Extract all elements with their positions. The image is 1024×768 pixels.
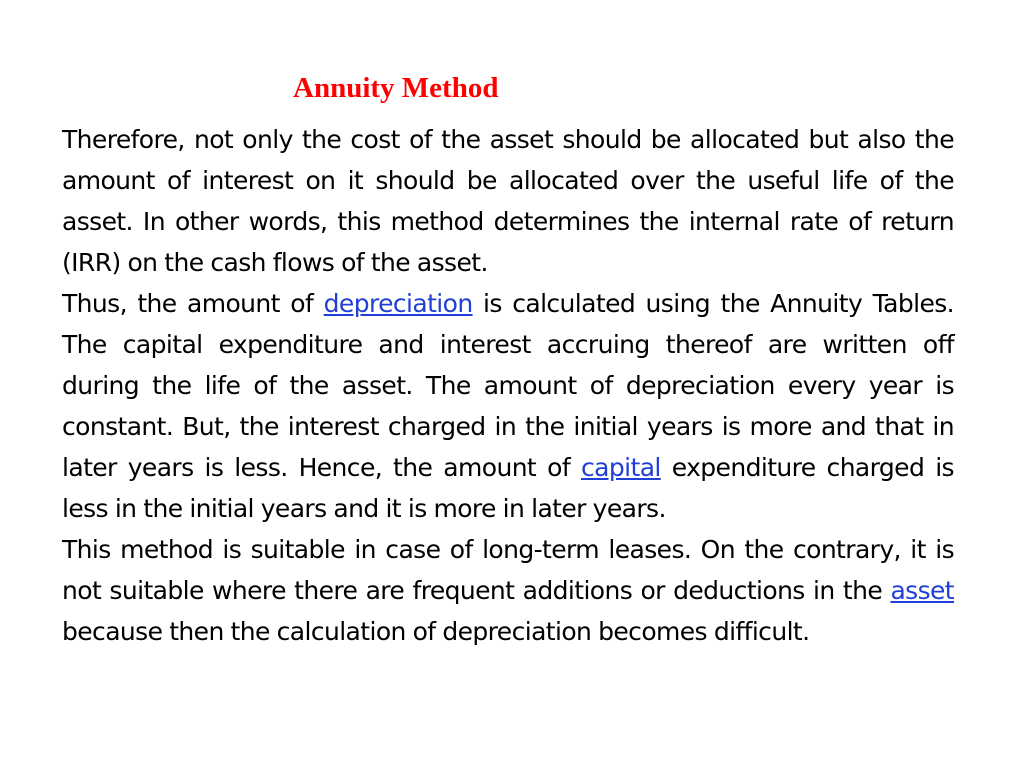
slide-title: Annuity Method [293, 72, 499, 104]
paragraph-2-text-middle: is calculated using the Annuity Tables. The capital expenditure and interest accruing thereof are written off during the life of the asset. The amount of depreciation every year is constant. But, the interest charged in the initial years is more and that in later years is less. Hence, the amount of [62, 289, 954, 482]
paragraph-2 [62, 283, 954, 529]
paragraph-1 [62, 119, 954, 283]
asset-link[interactable]: asset [890, 576, 954, 605]
paragraph-2-text-start: Thus, the amount of [62, 289, 324, 318]
depreciation-link[interactable]: depreciation [323, 289, 473, 318]
capital-link[interactable]: capital [581, 453, 661, 482]
paragraph-1-text: Therefore, not only the cost of the asset should be allocated but also the amount of interest on it should be allocated over the useful life of the asset. In other words, this method determines the internal rate of return (IRR) on the cash flows of the asset. [62, 125, 954, 277]
slide-body [62, 119, 954, 652]
paragraph-3-text-end: because then the calculation of depreciation becomes difficult. [62, 617, 810, 646]
paragraph-2-text-end: expenditure charged is less in the initial years and it is more in later years. [62, 453, 954, 523]
paragraph-3-text-start: This method is suitable in case of long-term leases. On the contrary, it is not suitable where there are frequent additions or deductions in the [62, 535, 954, 605]
paragraph-3 [62, 529, 954, 652]
